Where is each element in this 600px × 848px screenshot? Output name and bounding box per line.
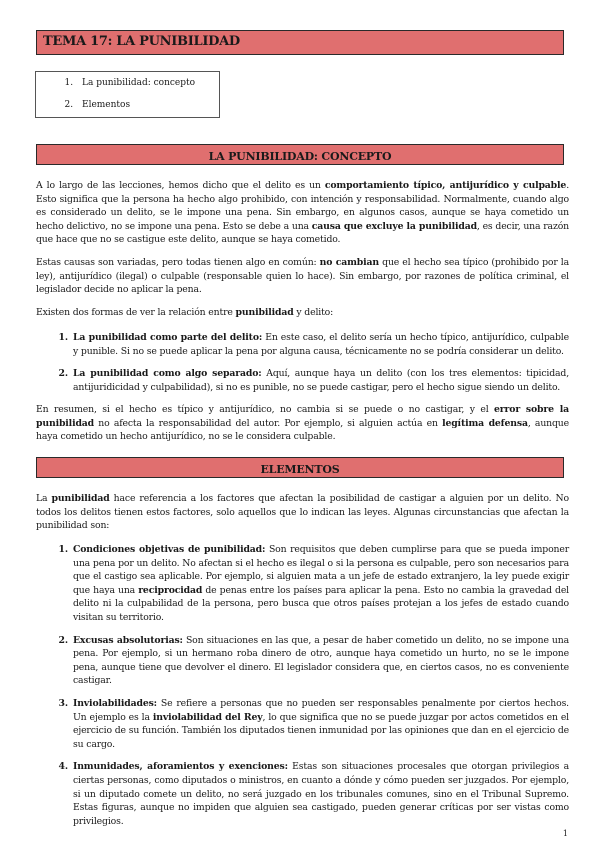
elementos-list (36, 543, 569, 837)
section-heading-elementos (36, 457, 564, 478)
toc-item: 2. Elementos (76, 94, 219, 116)
paragraph: En resumen, si el hecho es típico y antijurídico, no cambia si se puede o no castigar, y el error sobre la punibilidad no afecta la responsabilidad del autor. Por ejemplo, si alguien actúa en legítima defensa, aunque haya cometido un hecho antijurídico, no se le considera culpable. (36, 404, 569, 443)
paragraph: Existen dos formas de ver la relación entre punibilidad y delito: (36, 307, 334, 318)
toc-item: 1. La punibilidad: concepto (76, 72, 219, 94)
section-title: LA PUNIBILIDAD: CONCEPTO (208, 150, 392, 163)
section-heading-concepto (36, 144, 564, 165)
punibilidad-list (36, 331, 569, 403)
list-item: 4. Inmunidades, aforamientos y exenciones: Estas son situaciones procesales que otorgan privilegios a ciertas personas, como diputados o ministros, en cuanto a dónde y cómo pueden ser juzgados. Por ejemplo, si un diputado comete un delito, no será juzgado en los tribunales comunes, sino en el Tribunal Supremo. Estas figuras, aunque no impiden que alguien sea castigado, pueden generar críticas por ser vistas como privilegios. (71, 760, 569, 828)
list-item: 3. Inviolabilidades: Se refiere a personas que no pueden ser responsables penalmente por ciertos hechos. Un ejemplo es la inviolabilidad del Rey, lo que significa que no se puede juzgar por actos cometidos en el ejercicio de su función. También los diputados tienen inmunidad por las opiniones que dan en el ejercicio de su cargo. (71, 697, 569, 751)
page-title-bar (36, 30, 564, 55)
list-item: 1. Condiciones objetivas de punibilidad: Son requisitos que deben cumplirse para que se pueda imponer una pena por un delito. No afectan si el hecho es ilegal o si la persona es culpable, pero son necesarios para que el castigo sea aplicable. Por ejemplo, si alguien mata a un jefe de estado extranjero, la ley puede exigir que haya una reciprocidad de penas entre los países para aplicar la pena. Esto no cambia la gravedad del delito ni la culpabilidad de la persona, pero busca que otros países protejan a los jefes de estado cuando visitan su territorio. (71, 543, 569, 625)
paragraph: Estas causas son variadas, pero todas tienen algo en común: no cambian que el hecho sea típico (prohibido por la ley), antijurídico (ilegal) o culpable (responsable quien lo hace). Sin embargo, por razones de política criminal, el legislador decide no aplicar la pena. (36, 257, 569, 296)
table-of-contents (35, 71, 220, 118)
page-number: 1 (562, 829, 568, 838)
list-item: 2. Excusas absolutorias: Son situaciones en las que, a pesar de haber cometido un delito, no se impone una pena. Por ejemplo, si un hermano roba dinero de otro, aunque haya cometido un hurto, no se le impone pena, aunque tiene que devolver el dinero. El legislador considera que, en ciertos casos, no es conveniente castigar. (71, 634, 569, 688)
page-title: TEMA 17: LA PUNIBILIDAD (43, 34, 240, 49)
paragraph: A lo largo de las lecciones, hemos dicho que el delito es un comportamiento típico, antijurídico y culpable. Esto significa que la persona ha hecho algo prohibido, con intención y responsabilidad. Normalmente, cuando algo es considerado un delito, se le impone una pena. Sin embargo, en algunos casos, aunque se haya cometido un hecho delictivo, no se impone una pena. Esto se debe a una causa que excluye la punibilidad, es decir, una razón que hace que no se castigue este delito, aunque se haya cometido. (36, 180, 569, 246)
list-item: 2. La punibilidad como algo separado: Aquí, aunque haya un delito (con los tres elementos: tipicidad, antijuridicidad y culpabilidad), si no es punible, no se puede castigar, pero el hecho sigue siendo un delito. (71, 367, 569, 394)
section-title: ELEMENTOS (260, 463, 340, 476)
paragraph: La punibilidad hace referencia a los factores que afectan la posibilidad de castigar a alguien por un delito. No todos los delitos tienen estos factores, solo aquellos que lo indican las leyes. Algunas circunstancias que afectan la punibilidad son: (36, 493, 569, 532)
list-item: 1. La punibilidad como parte del delito: En este caso, el delito sería un hecho típico, antijurídico, culpable y punible. Si no se puede aplicar la pena por alguna causa, técnicamente no se podría considerar un delito. (71, 331, 569, 358)
